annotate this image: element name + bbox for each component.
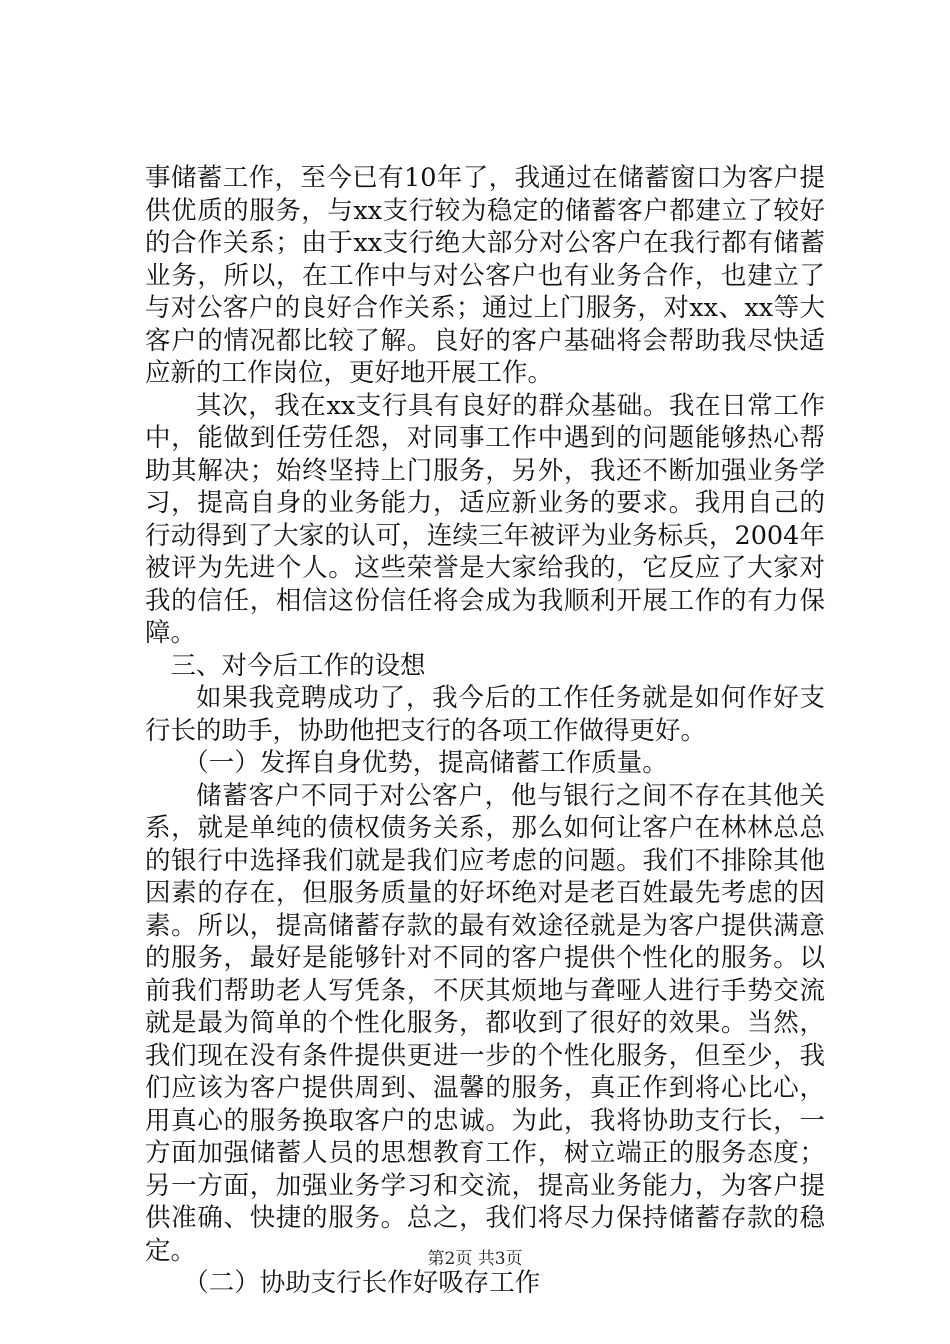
paragraph-role-intro: 如果我竞聘成功了，我今后的工作任务就是如何作好支行长的助手，协助他把支行的各项工作做得更好。 [145, 683, 825, 746]
document-body [145, 162, 825, 1300]
subheading-deposit-work: （二）协助支行长作好吸存工作 [183, 1268, 541, 1298]
section-heading-future-plans: 三、对今后工作的设想 [170, 650, 426, 681]
paragraph-customer-base: 事储蓄工作，至今已有10年了，我通过在储蓄窗口为客户提供优质的服务，与xx支行较为稳定的储蓄客户都建立了较好的合作关系；由于xx支行绝大部分对公客户在我行都有储蓄业务，所以，在工作中与对公客户也有业务合作，也建立了与对公客户的良好合作关系；通过上门服务，对xx、xx等大客户的情况都比较了解。良好的客户基础将会帮助我尽快适应新的工作岗位，更好地开展工作。 [145, 163, 825, 388]
paragraph-savings-service: 储蓄客户不同于对公客户，他与银行之间不存在其他关系，就是单纯的债权债务关系，那么如何让客户在林林总总的银行中选择我们就是我们应考虑的问题。我们不排除其他因素的存在，但服务质量的好坏绝对是老百姓最先考虑的因素。所以，提高储蓄存款的最有效途径就是为客户提供满意的服务，最好是能够针对不同的客户提供个性化的服务。以前我们帮助老人写凭条，不厌其烦地与聋哑人进行手势交流就是最为简单的个性化服务，都收到了很好的效果。当然，我们现在没有条件提供更进一步的个性化服务，但至少，我们应该为客户提供周到、温馨的服务，真正作到将心比心，用真心的服务换取客户的忠诚。为此，我将协助支行长，一方面加强储蓄人员的思想教育工作，树立端正的服务态度；另一方面，加强业务学习和交流，提高业务能力，为客户提供准确、快捷的服务。总之，我们将尽力保持储蓄存款的稳定。 [145, 780, 825, 1266]
subheading-savings-quality: （一）发挥自身优势，提高储蓄工作质量。 [183, 748, 668, 778]
page-number-footer: 第2页 共3页 [427, 1249, 523, 1269]
paragraph-mass-base: 其次，我在xx支行具有良好的群众基础。我在日常工作中，能做到任劳任怨，对同事工作中遇到的问题能够热心帮助其解决；始终坚持上门服务，另外，我还不断加强业务学习，提高自身的业务能力，适应新业务的要求。我用自己的行动得到了大家的认可，连续三年被评为业务标兵，2004年被评为先进个人。这些荣誉是大家给我的，它反应了大家对我的信任，相信这份信任将会成为我顺利开展工作的有力保障。 [145, 390, 825, 648]
